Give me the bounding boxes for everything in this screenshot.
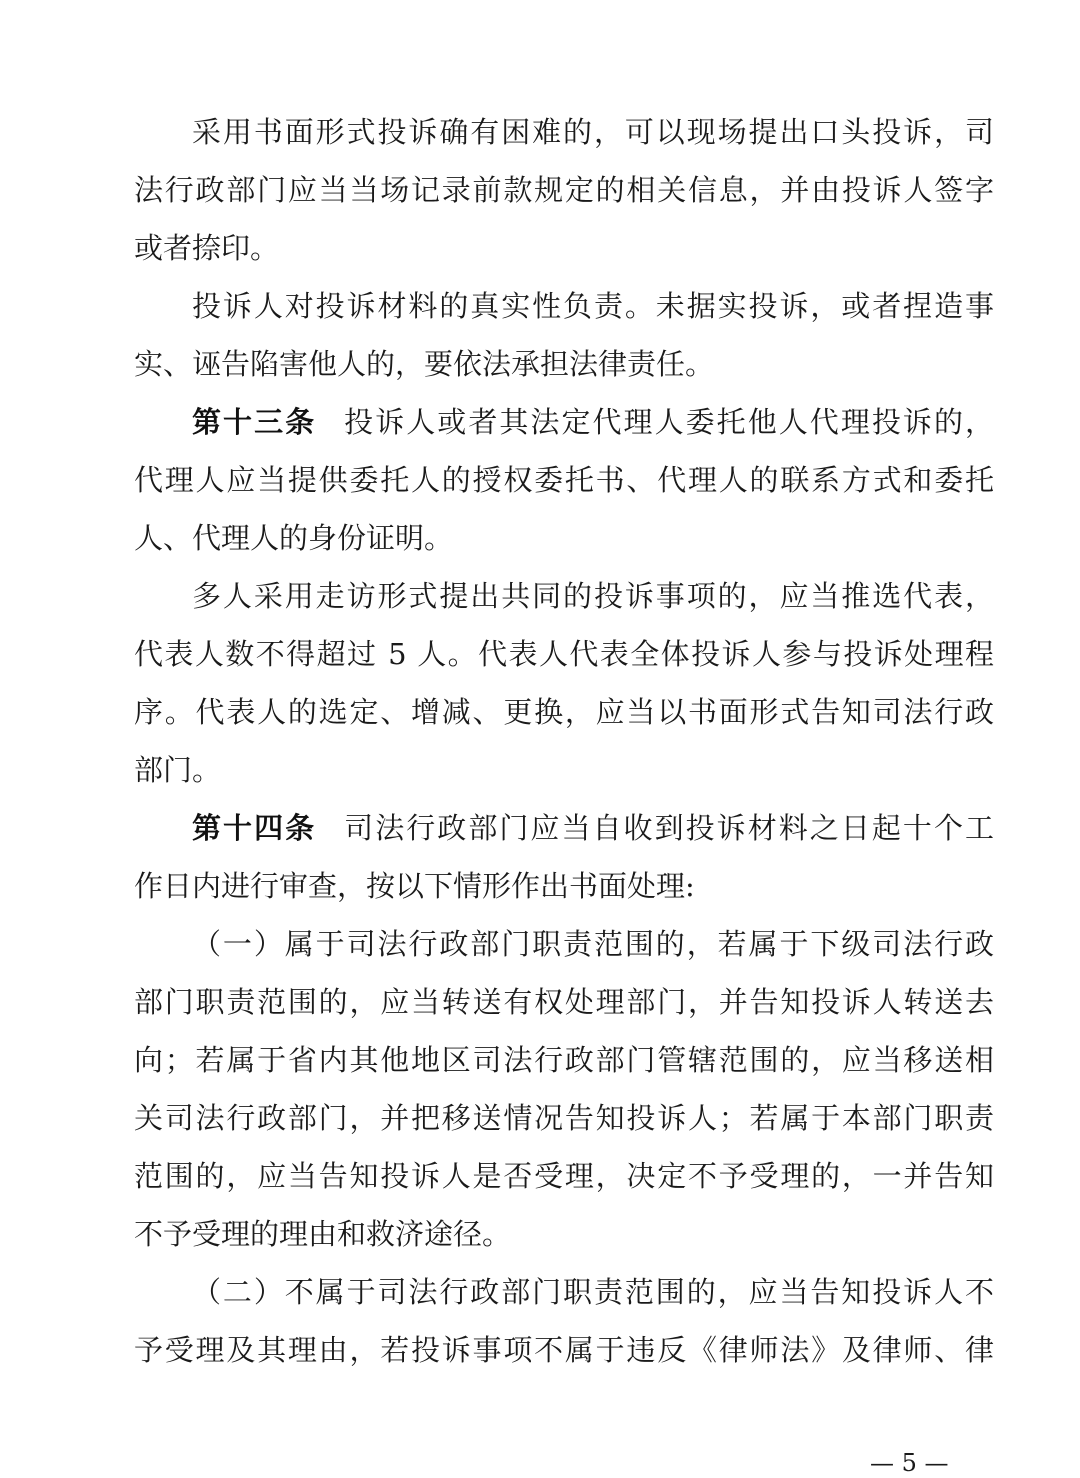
- paragraph-line: 采用书面形式投诉确有困难的，可以现场提出口头投诉，司: [192, 115, 994, 149]
- paragraph-line: 向；若属于省内其他地区司法行政部门管辖范围的，应当移送相: [134, 1043, 994, 1077]
- paragraph-text: 投诉人或者其法定代理人委托他人代理投诉的，: [344, 405, 994, 439]
- paragraph-line: 人、代理人的身份证明。: [134, 521, 454, 555]
- paragraph-line: 部门职责范围的，应当转送有权处理部门，并告知投诉人转送去: [134, 985, 994, 1019]
- paragraph-line: （二）不属于司法行政部门职责范围的，应当告知投诉人不: [192, 1275, 994, 1309]
- paragraph-line: （一）属于司法行政部门职责范围的，若属于下级司法行政: [192, 927, 994, 961]
- paragraph-line: 作日内进行审查，按以下情形作出书面处理:: [134, 869, 695, 903]
- article-14-first-line: [192, 806, 994, 850]
- paragraph-line: 实、诬告陷害他人的，要依法承担法律责任。: [134, 347, 715, 381]
- paragraph-line: 多人采用走访形式提出共同的投诉事项的，应当推选代表，: [192, 579, 994, 613]
- paragraph-line: 范围的，应当告知投诉人是否受理，决定不予受理的，一并告知: [134, 1159, 994, 1193]
- page-number: — 5 —: [870, 1449, 949, 1477]
- paragraph-line: 法行政部门应当当场记录前款规定的相关信息，并由投诉人签字: [134, 173, 994, 207]
- paragraph-line: 代理人应当提供委托人的授权委托书、代理人的联系方式和委托: [134, 463, 994, 497]
- paragraph-line: 序。代表人的选定、增减、更换，应当以书面形式告知司法行政: [134, 695, 994, 729]
- paragraph-line: 关司法行政部门，并把移送情况告知投诉人；若属于本部门职责: [134, 1101, 994, 1135]
- paragraph-line: 部门。: [134, 753, 222, 787]
- article-13-first-line: [192, 400, 994, 444]
- paragraph-line: 予受理及其理由，若投诉事项不属于违反《律师法》及律师、律: [134, 1333, 994, 1367]
- paragraph-text: 司法行政部门应当自收到投诉材料之日起十个工: [344, 811, 994, 845]
- paragraph-line: 代表人数不得超过 5 人。代表人代表全体投诉人参与投诉处理程: [134, 637, 994, 671]
- paragraph-line: 不予受理的理由和救济途径。: [134, 1217, 512, 1251]
- article-14-heading: 第十四条: [192, 811, 317, 845]
- paragraph-line: 投诉人对投诉材料的真实性负责。未据实投诉，或者捏造事: [192, 289, 994, 323]
- paragraph-line: 或者捺印。: [134, 231, 280, 265]
- article-13-heading: 第十三条: [192, 405, 317, 439]
